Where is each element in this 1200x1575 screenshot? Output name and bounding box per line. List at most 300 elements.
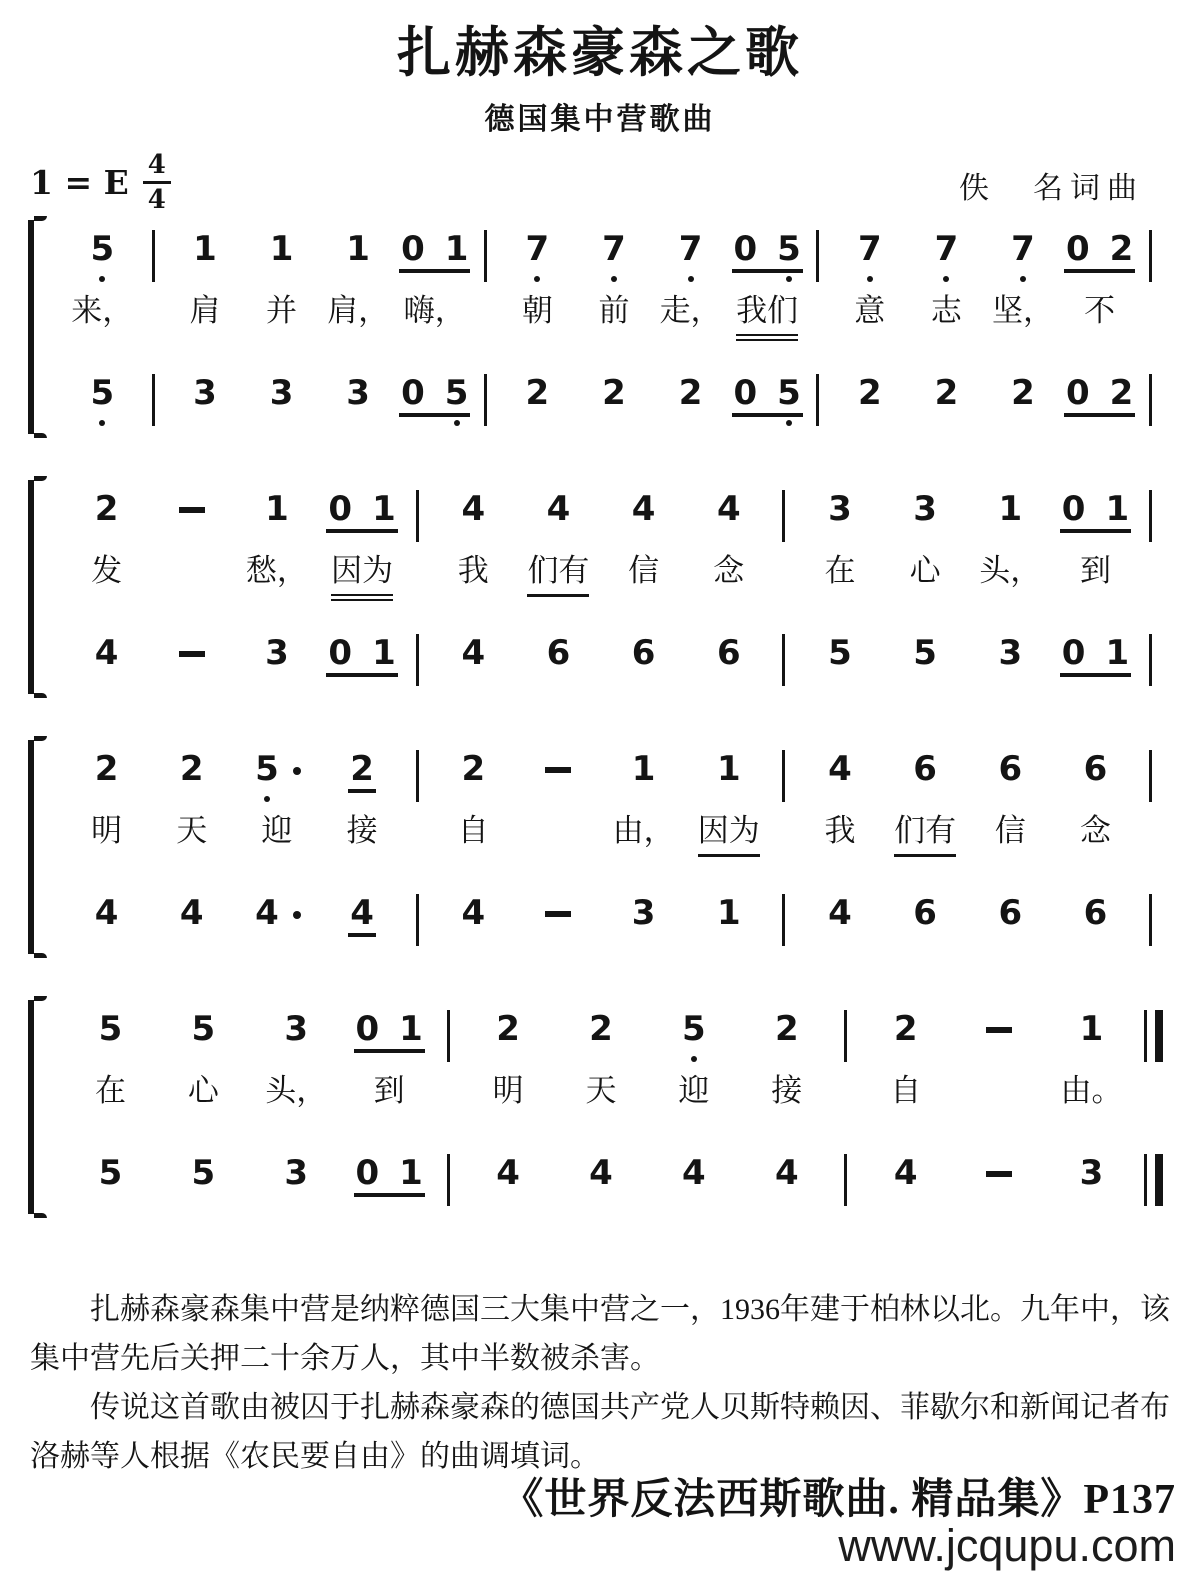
note-group [344, 229, 372, 269]
note-digit: 3 [998, 633, 1023, 673]
note-digit: 3 [269, 373, 294, 413]
lyric-syllable: 天 [585, 1073, 617, 1108]
note-group [933, 373, 961, 413]
note-group [892, 1153, 920, 1193]
note-group [1078, 1153, 1106, 1193]
lyric-row [1045, 1072, 1138, 1126]
lyric-row [250, 1072, 343, 1126]
note [1060, 633, 1131, 677]
lower-voice-note [64, 1153, 157, 1212]
lyric-syllable: 心 [187, 1073, 219, 1108]
lower-voice-note [797, 633, 882, 692]
lower-voice-note [1053, 893, 1138, 952]
note [97, 1009, 125, 1049]
upper-voice-note [499, 229, 576, 288]
upper-voice-note [157, 1009, 250, 1068]
note-digit: 4 [589, 1153, 613, 1193]
note-digit: 2 [774, 1009, 799, 1049]
upper-voice-note [234, 489, 319, 548]
upper-voice-note [396, 229, 473, 288]
lyric-syllable: 坚， [992, 293, 1054, 328]
lyric-syllable: 愁， [245, 553, 308, 588]
note-digit: 2 [525, 373, 550, 413]
upper-voice-note [64, 749, 149, 808]
beat-column [968, 490, 1053, 690]
note-digit: 7 [678, 229, 703, 269]
upper-voice-note [1045, 1009, 1138, 1068]
lyric-syllable: 到 [1079, 553, 1111, 588]
note-group [996, 489, 1024, 529]
lower-voice-note [243, 373, 320, 432]
note-group [892, 1009, 920, 1049]
lower-voice-note [462, 1153, 555, 1212]
system-columns [64, 1010, 1164, 1210]
lower-voice-note [157, 1153, 250, 1212]
note-group [543, 896, 573, 920]
lyric-syllable: 接 [771, 1073, 803, 1108]
lower-voice-note [234, 893, 319, 952]
note [911, 489, 939, 529]
final-barline [1138, 1010, 1164, 1210]
note-group [459, 489, 487, 529]
upper-voice-note [797, 489, 882, 548]
lower-voice-note [908, 373, 985, 432]
note-digit: 5 [828, 633, 852, 673]
lyric-syllable: 发 [91, 553, 123, 588]
note-group [773, 1009, 801, 1049]
note [326, 489, 397, 533]
note-digit: 2 [589, 1009, 613, 1049]
note [190, 1153, 218, 1193]
note [996, 489, 1024, 529]
beat-column [149, 490, 234, 690]
note-group [996, 749, 1024, 789]
note-group [88, 373, 116, 413]
upper-voice-note [797, 749, 882, 808]
lyric-row [431, 552, 516, 606]
lower-voice-note [320, 893, 405, 952]
beat-column [740, 1010, 833, 1210]
note-group [1082, 749, 1110, 789]
note-digit: 1 [399, 1153, 423, 1193]
lower-voice-note [968, 893, 1053, 952]
note-digit: 2 [461, 749, 486, 789]
note-digit: 1 [1105, 489, 1130, 529]
note-group [93, 489, 121, 529]
beat-column [396, 230, 473, 430]
note-digit: 4 [461, 633, 486, 673]
beat-column [243, 230, 320, 430]
note-group [630, 489, 658, 529]
upper-voice-note [952, 1012, 1045, 1068]
lower-voice-note [797, 893, 882, 952]
note [93, 633, 121, 673]
upper-voice-note [883, 749, 968, 808]
note-digit: 5 [191, 1009, 216, 1049]
beat-column [797, 750, 882, 950]
note [996, 893, 1024, 933]
note-digit: 2 [893, 1009, 918, 1049]
note [826, 633, 854, 673]
note-digit: 4 [350, 893, 374, 933]
note-group [399, 373, 470, 417]
note [93, 489, 121, 529]
beat-column [859, 1010, 952, 1210]
lyric-syllable: 信 [628, 553, 660, 588]
lyric-syllable: 意 [854, 293, 886, 328]
note-group [996, 893, 1024, 933]
lyric-row [157, 1072, 250, 1126]
note-digit: 2 [857, 373, 882, 413]
note-digit: 1 [372, 633, 396, 673]
upper-voice-note [234, 749, 319, 808]
note-group [773, 1153, 801, 1193]
website-url: www.jcqupu.com [838, 1520, 1176, 1571]
beat-column [647, 1010, 740, 1210]
note [856, 229, 884, 269]
upper-voice-note [1053, 489, 1138, 548]
lyric-syllable: 我 [457, 553, 489, 588]
beat-column [1061, 230, 1138, 430]
note-digit: 1 [372, 489, 396, 529]
note [524, 373, 552, 413]
note-digit: 3 [828, 489, 852, 529]
lyric-syllable: 迎 [678, 1073, 710, 1108]
lyric-syllable: 头， [979, 553, 1042, 588]
lyric-syllable: 志 [930, 293, 962, 328]
note [1009, 229, 1037, 269]
system-columns [64, 750, 1164, 950]
note [984, 1156, 1014, 1180]
note-digit: 4 [893, 1153, 918, 1193]
lower-voice-note [320, 373, 397, 432]
note-digit: 5 [913, 633, 937, 673]
lyric-row [64, 812, 149, 866]
lyric-row [555, 1072, 648, 1126]
note [630, 489, 658, 529]
note [911, 633, 939, 673]
lower-voice-note [64, 373, 141, 432]
upper-voice-note [555, 1009, 648, 1068]
note-group [1078, 1009, 1106, 1049]
note-digit: 7 [857, 229, 882, 269]
note-digit: 1 [1079, 1009, 1104, 1049]
note-digit: 7 [525, 229, 550, 269]
note [282, 1153, 310, 1193]
lyric-syllable: 来， [71, 293, 134, 328]
barline [1138, 750, 1164, 950]
note [268, 373, 296, 413]
note [630, 893, 658, 933]
note [773, 1153, 801, 1193]
note [996, 633, 1024, 673]
note-group [732, 229, 803, 273]
note-digit: 7 [602, 229, 626, 269]
note-group [97, 1153, 125, 1193]
upper-voice-note [516, 489, 601, 548]
note-group [715, 633, 743, 673]
lyric-syllable: 念 [1079, 813, 1111, 848]
lyric-row [234, 552, 319, 606]
note [680, 1009, 708, 1049]
note [93, 893, 121, 933]
lower-voice-note [1053, 633, 1138, 692]
note [494, 1009, 522, 1049]
note [1082, 749, 1110, 789]
note-group [354, 1153, 425, 1197]
note [587, 1009, 615, 1049]
note [354, 1009, 425, 1053]
note-group [93, 633, 121, 673]
note-group [732, 373, 803, 417]
note-digit: 6 [631, 633, 656, 673]
note [933, 373, 961, 413]
lower-voice-note [250, 1153, 343, 1212]
footnotes [30, 1286, 1170, 1482]
note [856, 373, 884, 413]
barline [771, 750, 797, 950]
note-group [677, 229, 705, 269]
note-digit: 0 [733, 373, 758, 413]
note-group [190, 1009, 218, 1049]
note-group [715, 749, 743, 789]
note-digit: 4 [546, 489, 571, 529]
note [826, 489, 854, 529]
note [715, 893, 743, 933]
lower-voice-note [968, 633, 1053, 692]
lower-voice-note [1061, 373, 1138, 432]
lyric-row [462, 1072, 555, 1126]
beat-column [250, 1010, 343, 1210]
note-group [911, 489, 939, 529]
lyric-row [601, 812, 686, 866]
beat-column [883, 750, 968, 950]
note-digit: 5 [191, 1153, 216, 1193]
lower-voice-note [740, 1153, 833, 1212]
lyric-syllable: 在 [94, 1073, 126, 1108]
lyric-syllable: 自 [890, 1073, 922, 1108]
beat-column [157, 1010, 250, 1210]
lower-voice-note [652, 373, 729, 432]
lyric-row [1053, 812, 1138, 866]
note-digit: 2 [1011, 373, 1035, 413]
note-group [177, 492, 207, 516]
lower-voice-note [601, 893, 686, 952]
note-digit: 6 [546, 633, 571, 673]
upper-voice-note [320, 229, 397, 288]
beat-column [883, 490, 968, 690]
beat-column [686, 490, 771, 690]
note-digit: 6 [913, 893, 937, 933]
note [97, 1153, 125, 1193]
note [1009, 373, 1037, 413]
note [459, 893, 487, 933]
lower-voice-note [647, 1153, 740, 1212]
note-group [856, 229, 884, 269]
lyric-syllable: 们有 [527, 552, 589, 597]
beat-column [431, 750, 516, 950]
beat-column [831, 230, 908, 430]
note-group [1064, 373, 1135, 417]
beat-column [985, 230, 1062, 430]
lyric-row [320, 292, 397, 346]
lyric-row [647, 1072, 740, 1126]
note-group [354, 1009, 425, 1053]
upper-voice-note [968, 749, 1053, 808]
note [282, 1009, 310, 1049]
note [326, 633, 397, 677]
note-group [253, 749, 281, 789]
lyric-row [167, 292, 244, 346]
system-columns [64, 490, 1164, 690]
upper-voice-note [516, 752, 601, 808]
note [88, 229, 116, 269]
note-digit: 3 [284, 1153, 309, 1193]
dash-note [545, 767, 571, 773]
note-digit: 4 [94, 633, 119, 673]
dash-note [545, 911, 571, 917]
note-group [93, 749, 121, 789]
upper-voice-note [576, 229, 653, 288]
note-digit: 2 [934, 373, 959, 413]
note-group [348, 893, 376, 937]
upper-voice-note [243, 229, 320, 288]
lyric-syllable: 迎 [261, 813, 293, 848]
barline [1138, 490, 1164, 690]
lyric-row [729, 292, 806, 346]
note-group [326, 633, 397, 677]
barline [436, 1010, 462, 1210]
note-digit: 5 [98, 1009, 123, 1049]
note-digit: 0 [1065, 373, 1090, 413]
note-digit: 5 [682, 1009, 706, 1049]
note [191, 229, 219, 269]
note [344, 229, 372, 269]
lyric-row [234, 812, 319, 866]
system-bracket [28, 480, 49, 694]
beat-column [499, 230, 576, 430]
upper-voice-note [320, 749, 405, 808]
time-signature-numerator: 4 [143, 152, 171, 184]
note-group [826, 749, 854, 789]
beat-column [601, 490, 686, 690]
note [88, 373, 116, 413]
note-group [677, 373, 705, 413]
lyric-syllable: 天 [176, 813, 208, 848]
note-group [344, 373, 372, 413]
lyric-syllable: 并 [266, 293, 298, 328]
upper-voice-note [601, 749, 686, 808]
note [494, 1153, 522, 1193]
note-group [282, 1153, 310, 1193]
note-digit: 1 [716, 749, 741, 789]
note-digit: 7 [1011, 229, 1035, 269]
upper-voice-note [601, 489, 686, 548]
note-digit: 2 [179, 749, 204, 789]
beat-column [601, 750, 686, 950]
note-digit: 4 [461, 893, 486, 933]
note [524, 229, 552, 269]
note [911, 749, 939, 789]
lower-voice-note [64, 893, 149, 952]
note [715, 633, 743, 673]
beat-column [652, 230, 729, 430]
note [911, 893, 939, 933]
note-group [587, 1009, 615, 1049]
note [1082, 893, 1110, 933]
system-4 [28, 1010, 1164, 1210]
note-group [1064, 229, 1135, 273]
note [732, 373, 803, 417]
song-subtitle: 德国集中营歌曲 [484, 103, 716, 136]
note-digit: 1 [444, 229, 469, 269]
note-group [93, 893, 121, 933]
lower-voice-note [883, 893, 968, 952]
note-digit: 5 [255, 749, 279, 789]
system-2 [28, 490, 1164, 690]
note-digit: 1 [265, 489, 289, 529]
lower-voice-note [149, 893, 234, 952]
key-scale: 1 = E [30, 163, 129, 202]
note-digit: 3 [265, 633, 289, 673]
note [543, 896, 573, 920]
note [630, 749, 658, 789]
beat-column [797, 490, 882, 690]
system-1 [28, 230, 1164, 430]
note-digit: 6 [1083, 893, 1108, 933]
upper-voice-note [647, 1009, 740, 1068]
note-digit: 3 [346, 373, 370, 413]
note [399, 229, 470, 273]
note-group [680, 1153, 708, 1193]
lyric-row [516, 812, 601, 866]
lyric-row [64, 292, 141, 346]
note [892, 1009, 920, 1049]
barline [805, 230, 831, 430]
upper-voice-note [431, 489, 516, 548]
upper-voice-note [343, 1009, 436, 1068]
note [826, 749, 854, 789]
system-bracket [28, 740, 49, 954]
beat-column [952, 1010, 1045, 1210]
note-group [494, 1153, 522, 1193]
lyric-row [149, 812, 234, 866]
upper-voice-note [1061, 229, 1138, 288]
note-group [268, 373, 296, 413]
lyric-row [686, 552, 771, 606]
note-group [191, 373, 219, 413]
note-digit: 2 [496, 1009, 520, 1049]
lower-voice-note [431, 893, 516, 952]
note-group [494, 1009, 522, 1049]
note-digit: 0 [355, 1153, 380, 1193]
lyric-row [64, 1072, 157, 1126]
note-group [856, 373, 884, 413]
dash-note [986, 1027, 1012, 1033]
note [344, 373, 372, 413]
lower-voice-note [729, 373, 806, 432]
lyric-syllable: 朝 [521, 293, 553, 328]
note-group [1060, 489, 1131, 533]
note-digit: 1 [631, 749, 656, 789]
note [191, 373, 219, 413]
note [354, 1153, 425, 1197]
lyric-row [859, 1072, 952, 1126]
note [253, 749, 301, 789]
note-group [263, 489, 291, 529]
lyric-syllable: 接 [346, 813, 378, 848]
lyric-row [1061, 292, 1138, 346]
